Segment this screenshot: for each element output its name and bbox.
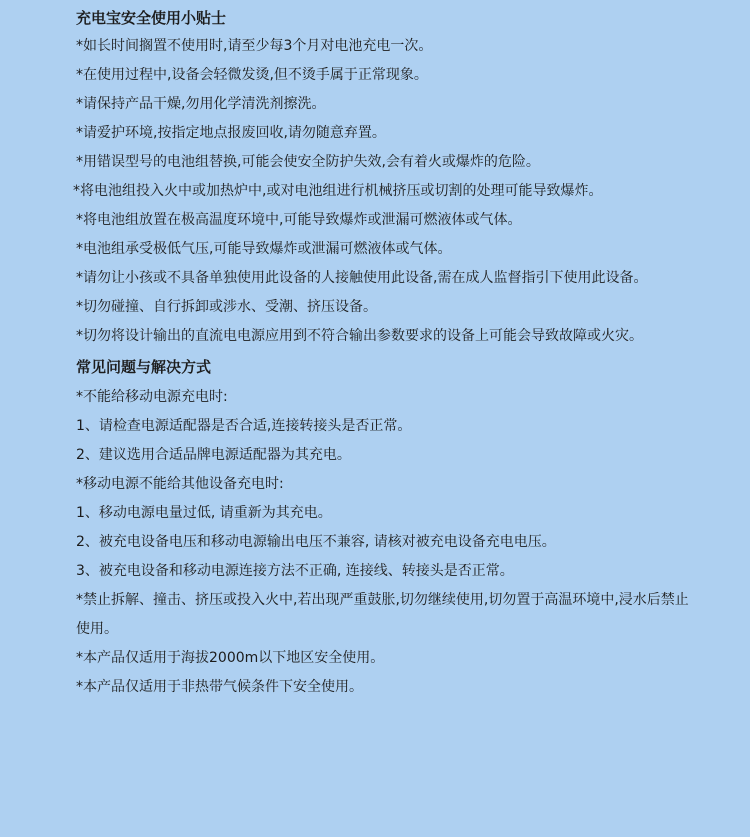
safety-tip: *切勿碰撞、自行拆卸或涉水、受潮、挤压设备。 [76,299,377,315]
faq-item: 2、被充电设备电压和移动电源输出电压不兼容, 请核对被充电设备充电电压。 [76,534,556,550]
faq-item: *不能给移动电源充电时: [76,389,228,405]
safety-tip: *请保持产品干燥,勿用化学清洗剂擦洗。 [76,96,326,112]
safety-tip: *将电池组投入火中或加热炉中,或对电池组进行机械挤压或切割的处理可能导致爆炸。 [73,183,603,199]
faq-title: 常见问题与解决方式 [76,358,212,376]
faq-section [76,352,690,702]
faq-item: 1、请检查电源适配器是否合适,连接转接头是否正常。 [76,418,412,434]
faq-item: 2、建议选用合适品牌电源适配器为其充电。 [76,447,351,463]
safety-tip: *请勿让小孩或不具备单独使用此设备的人接触使用此设备,需在成人监督指引下使用此设备。 [76,270,648,286]
faq-item: 1、移动电源电量过低, 请重新为其充电。 [76,505,332,521]
faq-item: *禁止拆解、撞击、挤压或投入火中,若出现严重鼓胀,切勿继续使用,切勿置于高温环境中,浸水后禁止使用。 [76,592,689,637]
faq-item: *本产品仅适用于非热带气候条件下安全使用。 [76,679,363,695]
safety-tip: *在使用过程中,设备会轻微发烫,但不烫手属于正常现象。 [76,67,428,83]
safety-tip: *如长时间搁置不使用时,请至少每3个月对电池充电一次。 [76,38,433,54]
safety-tip: *请爱护环境,按指定地点报废回收,请勿随意弃置。 [76,125,386,141]
safety-tip: *将电池组放置在极高温度环境中,可能导致爆炸或泄漏可燃液体或气体。 [76,212,522,228]
safety-tips-section [73,8,690,351]
faq-item: 3、被充电设备和移动电源连接方法不正确, 连接线、转接头是否正常。 [76,563,514,579]
faq-item: *本产品仅适用于海拔2000m以下地区安全使用。 [76,650,385,666]
safety-tips-title: 充电宝安全使用小贴士 [76,9,227,27]
safety-tip: *电池组承受极低气压,可能导致爆炸或泄漏可燃液体或气体。 [76,241,452,257]
faq-item: *移动电源不能给其他设备充电时: [76,476,284,492]
safety-tip: *用错误型号的电池组替换,可能会使安全防护失效,会有着火或爆炸的危险。 [76,154,540,170]
safety-tip: *切勿将设计输出的直流电电源应用到不符合输出参数要求的设备上可能会导致故障或火灾。 [76,328,643,344]
